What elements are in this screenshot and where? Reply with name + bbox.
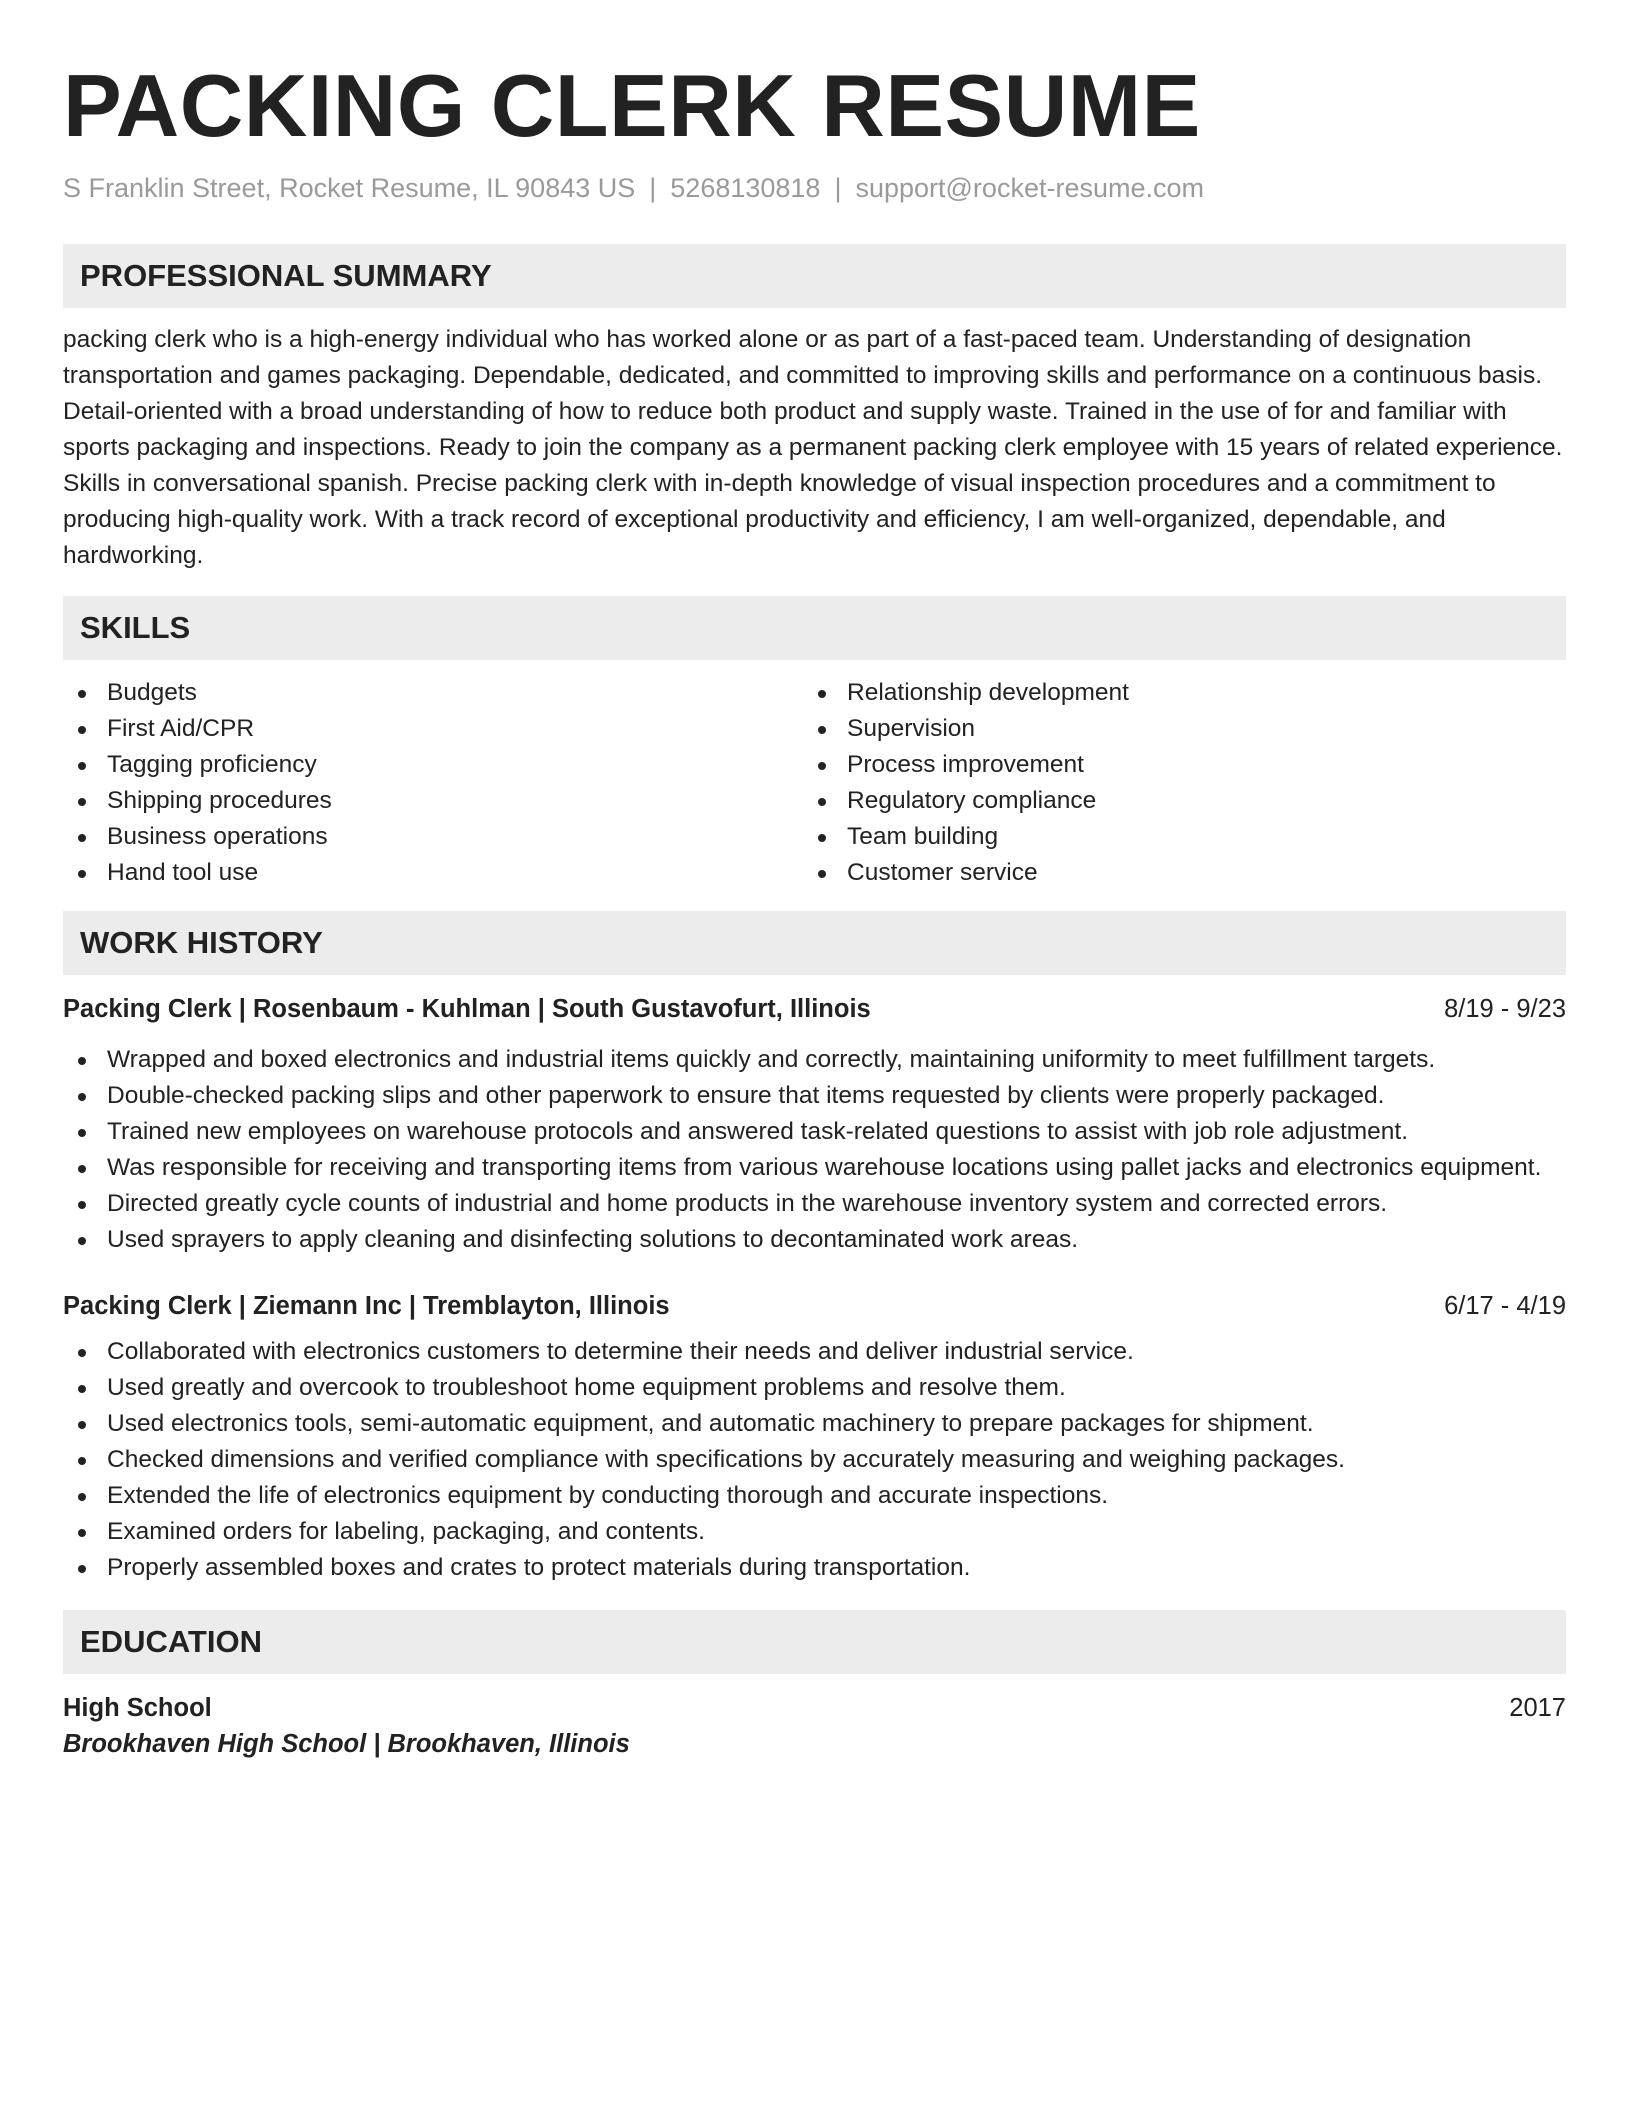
section-heading-summary: PROFESSIONAL SUMMARY xyxy=(63,244,1566,308)
job-bullet: Wrapped and boxed electronics and industrial items quickly and correctly, maintaining uniformity to meet fulfillment targets. xyxy=(63,1042,1566,1078)
job-bullets xyxy=(63,1042,1566,1258)
section-heading-education: EDUCATION xyxy=(63,1610,1566,1674)
job-bullet: Extended the life of electronics equipment by conducting thorough and accurate inspections. xyxy=(63,1478,1566,1514)
section-heading-work-history: WORK HISTORY xyxy=(63,911,1566,975)
skills-column-right xyxy=(803,675,1543,891)
skills-column-left xyxy=(63,675,803,891)
job-bullet: Directed greatly cycle counts of industrial and home products in the warehouse inventory system and corrected errors. xyxy=(63,1186,1566,1222)
skill-item: Team building xyxy=(803,819,1543,855)
job-entry xyxy=(63,991,1566,1258)
section-heading-skills: SKILLS xyxy=(63,596,1566,660)
separator: | xyxy=(649,173,657,203)
job-bullets xyxy=(63,1334,1566,1586)
phone: 5268130818 xyxy=(670,173,821,203)
job-bullet: Used electronics tools, semi-automatic equipment, and automatic machinery to prepare packages for shipment. xyxy=(63,1406,1566,1442)
skill-item: First Aid/CPR xyxy=(63,711,803,747)
contact-line xyxy=(63,170,1566,206)
resume-title: PACKING CLERK RESUME xyxy=(63,56,1201,155)
job-title: Packing Clerk | Rosenbaum - Kuhlman | South Gustavofurt, Illinois xyxy=(63,995,871,1023)
job-bullet: Was responsible for receiving and transporting items from various warehouse locations using pallet jacks and electronics equipment. xyxy=(63,1150,1566,1186)
skill-item: Shipping procedures xyxy=(63,783,803,819)
job-dates: 8/19 - 9/23 xyxy=(1444,995,1566,1023)
job-bullet: Checked dimensions and verified compliance with specifications by accurately measuring and weighing packages. xyxy=(63,1442,1566,1478)
job-dates: 6/17 - 4/19 xyxy=(1444,1292,1566,1320)
skill-item: Business operations xyxy=(63,819,803,855)
skill-item: Process improvement xyxy=(803,747,1543,783)
job-header xyxy=(63,1288,1566,1324)
skill-item: Tagging proficiency xyxy=(63,747,803,783)
skill-item: Budgets xyxy=(63,675,803,711)
school-name: Brookhaven High School | Brookhaven, Illinois xyxy=(63,1730,630,1758)
address: S Franklin Street, Rocket Resume, IL 90843 US xyxy=(63,173,636,203)
skill-item: Relationship development xyxy=(803,675,1543,711)
resume-page xyxy=(63,0,1566,1762)
job-bullet: Collaborated with electronics customers to determine their needs and deliver industrial service. xyxy=(63,1334,1566,1370)
skill-item: Regulatory compliance xyxy=(803,783,1543,819)
graduation-year: 2017 xyxy=(1509,1694,1566,1722)
education-entry xyxy=(63,1690,1566,1762)
job-bullet: Double-checked packing slips and other paperwork to ensure that items requested by clients were properly packaged. xyxy=(63,1078,1566,1114)
job-bullet: Trained new employees on warehouse protocols and answered task-related questions to assist with job role adjustment. xyxy=(63,1114,1566,1150)
job-bullet: Used sprayers to apply cleaning and disinfecting solutions to decontaminated work areas. xyxy=(63,1222,1566,1258)
summary-text: packing clerk who is a high-energy individual who has worked alone or as part of a fast-paced team. Understanding of designation transportation and games packaging. Dependable, dedicated, and committed to improving skills and performance on a continuous basis. Detail-oriented with a broad understanding of how to reduce both product and supply waste. Trained in the use of for and familiar with sports packaging and inspections. Ready to join the company as a permanent packing clerk employee with 15 years of related experience. Skills in conversational spanish. Precise packing clerk with in-depth knowledge of visual inspection procedures and a commitment to producing high-quality work. With a track record of exceptional productivity and efficiency, I am well-organized, dependable, and hardworking. xyxy=(63,326,1563,569)
degree: High School xyxy=(63,1694,212,1722)
job-header xyxy=(63,991,1566,1027)
job-bullet: Properly assembled boxes and crates to protect materials during transportation. xyxy=(63,1550,1566,1586)
skill-item: Hand tool use xyxy=(63,855,803,891)
skill-item: Customer service xyxy=(803,855,1543,891)
email-link[interactable]: support@rocket-resume.com xyxy=(855,173,1204,203)
skill-item: Supervision xyxy=(803,711,1543,747)
education-header xyxy=(63,1690,1566,1726)
job-bullet: Examined orders for labeling, packaging, and contents. xyxy=(63,1514,1566,1550)
separator: | xyxy=(834,173,842,203)
job-title: Packing Clerk | Ziemann Inc | Tremblayton, Illinois xyxy=(63,1292,670,1320)
skills-list xyxy=(63,675,1566,891)
job-bullet: Used greatly and overcook to troubleshoot home equipment problems and resolve them. xyxy=(63,1370,1566,1406)
job-entry xyxy=(63,1288,1566,1586)
